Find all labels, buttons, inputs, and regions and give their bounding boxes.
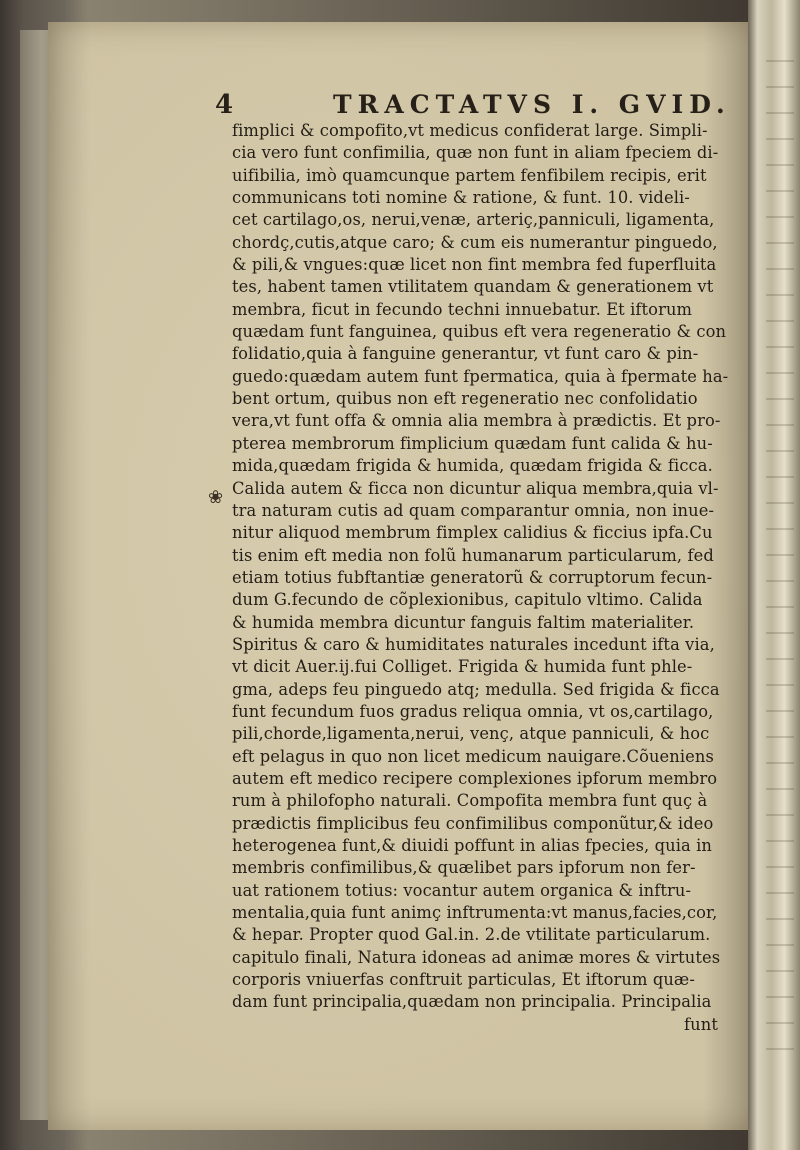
text-line: uifibilia, imò quamcunque partem fenfibilem recipis, erit	[232, 165, 707, 185]
text-line: & pili,& vngues:quæ licet non fint membra fed fuperfluita	[232, 255, 717, 275]
text-line: etiam totius fubftantiæ generatorũ & corruptorum fecun-	[232, 567, 713, 587]
text-line: cia vero funt confimilia, quæ non funt in aliam fpeciem di-	[232, 143, 719, 163]
text-line: fimplici & compofito,vt medicus confiderat large. Simpli-	[232, 121, 708, 140]
text-line: dam funt principalia,quædam non principalia. Principalia	[232, 992, 712, 1012]
book-edge-right	[748, 0, 800, 1150]
text-line: membris confimilibus,& quælibet pars ipforum non fer-	[232, 858, 696, 878]
text-line: capitulo finali, Natura idoneas ad animæ mores & virtutes	[232, 947, 721, 967]
text-line: prædictis fimplicibus feu confimilibus componũtur,& ideo	[232, 813, 714, 833]
body-text	[232, 120, 740, 1036]
text-line: funt fecundum fuos gradus reliqua omnia, vt os,cartilago,	[232, 701, 714, 721]
page-header	[215, 88, 731, 124]
text-line: corporis vniuerfas conftruit particulas, Et iftorum quæ-	[232, 970, 695, 990]
text-line: folidatio,quia à fanguine generantur, vt funt caro & pin-	[232, 344, 699, 364]
text-line: & humida membra dicuntur fanguis faltim materialiter.	[232, 612, 695, 632]
text-line: Calida autem & ficca non dicuntur aliqua membra,quia vl-	[232, 478, 719, 498]
running-title: TRACTATVS I. GVID.	[333, 90, 731, 119]
text-line: vera,vt funt offa & omnia alia membra à prædictis. Et pro-	[232, 411, 721, 431]
text-line: nitur aliquod membrum fimplex calidius & ficcius ipfa.Cu	[232, 523, 713, 543]
folio-number: 4	[215, 90, 234, 120]
text-line: communicans toti nomine & ratione, & funt. 10. videli-	[232, 188, 690, 208]
text-line: guedo:quædam autem funt fpermatica, quia à fpermate ha-	[232, 366, 729, 386]
text-line: mentalia,quia funt animç inftrumenta:vt manus,facies,cor,	[232, 903, 718, 923]
text-line: vt dicit Auer.ij.fui Colliget. Frigida & humida funt phle-	[232, 657, 693, 677]
text-line: chordç,cutis,atque caro; & cum eis numerantur pinguedo,	[232, 232, 718, 252]
text-line: tra naturam cutis ad quam comparantur omnia, non inue-	[232, 500, 715, 520]
text-line: quædam funt fanguinea, quibus eft vera regeneratio & con	[232, 322, 727, 342]
flower-ornament-icon: ❀	[208, 487, 224, 508]
text-line: uat rationem totius: vocantur autem organica & inftru-	[232, 880, 692, 900]
text-line: cet cartilago,os, nerui,venæ, arteriç,panniculi, ligamenta,	[232, 210, 715, 230]
text-line: heterogenea funt,& diuidi poffunt in alias fpecies, quia in	[232, 836, 712, 855]
catchword: funt	[684, 1014, 718, 1034]
text-line: & hepar. Propter quod Gal.in. 2.de vtilitate particularum.	[232, 925, 711, 945]
text-line: pili,chorde,ligamenta,nerui, venç, atque panniculi, & hoc	[232, 724, 710, 744]
text-line: Spiritus & caro & humiditates naturales incedunt ifta via,	[232, 634, 715, 654]
text-line: eft pelagus in quo non licet medicum nauigare.Cõueniens	[232, 746, 714, 766]
text-line: bent ortum, quibus non eft regeneratio nec confolidatio	[232, 389, 698, 409]
text-line: tis enim eft media non folũ humanarum particularum, fed	[232, 545, 714, 565]
text-line: gma, adeps feu pinguedo atq; medulla. Sed frigida & ficca	[232, 679, 720, 699]
text-line: mida,quædam frigida & humida, quædam frigida & ficca.	[232, 456, 713, 476]
text-line: membra, ficut in fecundo techni innuebatur. Et iftorum	[232, 299, 693, 319]
text-line: dum G.fecundo de cõplexionibus, capitulo vltimo. Calida	[232, 590, 703, 610]
text-line: rum à philofopho naturali. Compofita membra funt quç à	[232, 791, 708, 811]
text-line: autem eft medico recipere complexiones ipforum membro	[232, 768, 718, 788]
text-line: pterea membrorum fimplicium quædam funt calida & hu-	[232, 433, 713, 453]
text-line: tes, habent tamen vtilitatem quandam & generationem vt	[232, 277, 714, 297]
show-through-text	[766, 60, 794, 1060]
